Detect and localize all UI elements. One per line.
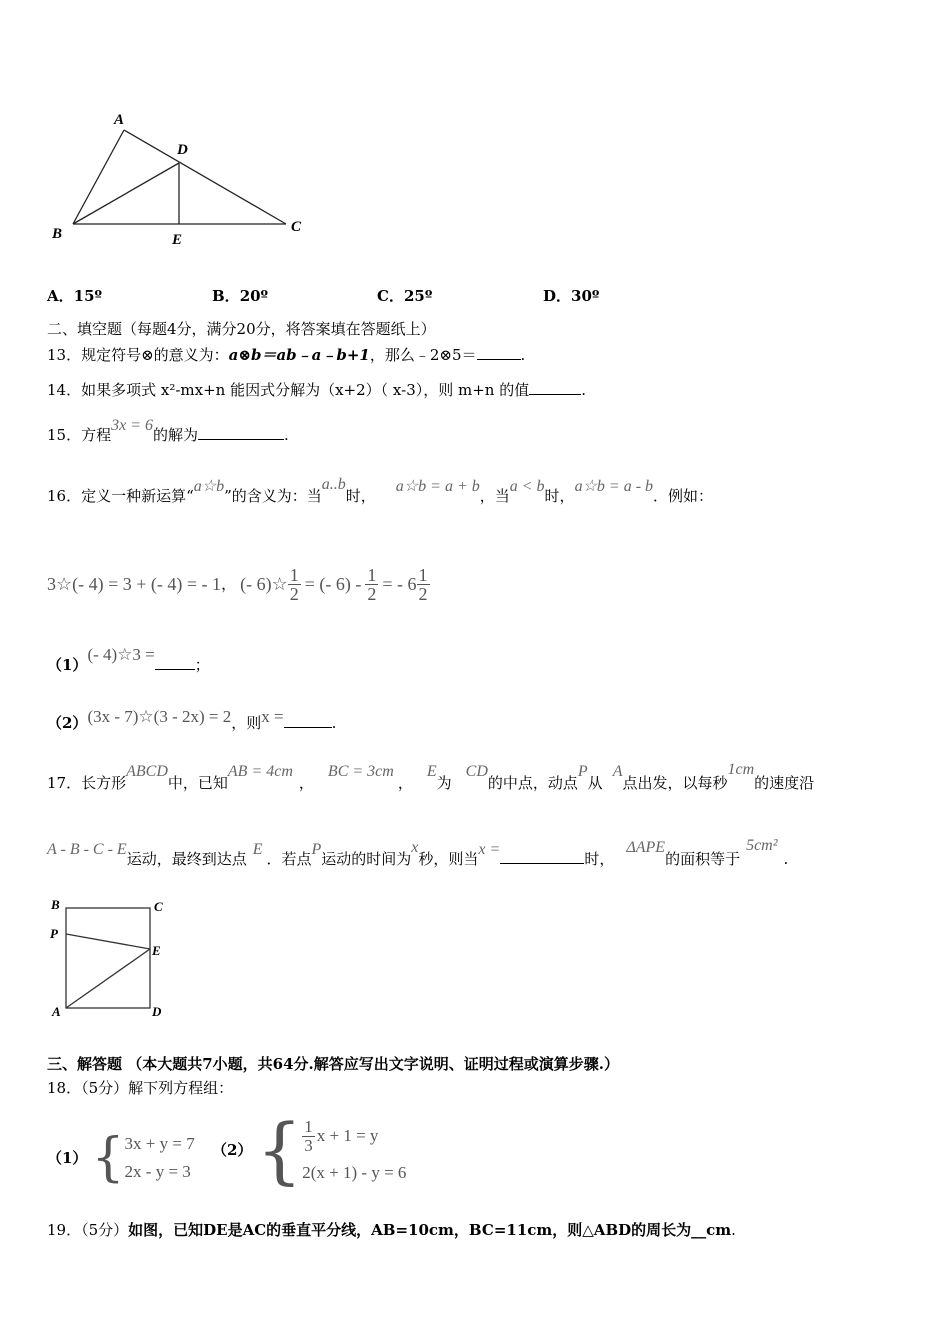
option-a: A．15º bbox=[47, 287, 103, 305]
label-a: A bbox=[52, 1004, 61, 1019]
fraction-third: $\frac{1}{3}$ bbox=[304, 1116, 313, 1155]
section3-heading: 三、解答题 （本大题共7小题，共64分.解答应写出文字说明、证明过程或演算步骤.） bbox=[47, 1055, 619, 1073]
rectangle-figure bbox=[44, 894, 184, 1024]
label-c: C bbox=[291, 219, 302, 235]
label-e: E bbox=[152, 943, 161, 958]
question-16: 16．定义一种新运算“a☆b”的含义为：当a..b时，a☆b = a + b，当a < b时，a☆b = a - b．例如： bbox=[47, 476, 714, 505]
option-c: C．25º bbox=[377, 287, 433, 305]
fraction-half: $\frac{1}{2}$ bbox=[367, 564, 377, 604]
question-18: 18．（5分）解下列方程组： bbox=[47, 1079, 234, 1097]
label-p: P bbox=[50, 926, 58, 941]
label-c: C bbox=[154, 899, 163, 914]
segment-ae bbox=[66, 949, 150, 1008]
label-a: A bbox=[114, 112, 125, 128]
segment-ac bbox=[124, 130, 286, 224]
label-e: E bbox=[172, 232, 183, 248]
q16-examples: 3☆(- 4) = 3 + (- 4) = - 1 ， (- 6)☆ $\frac{1}{2}$ = (- 6) - $\frac{1}{2}$ = - 6 $\frac{1}{2}$ bbox=[47, 564, 428, 604]
q16-part2: （2）(3x - 7)☆(3 - 2x) = 2，则x = . bbox=[47, 707, 337, 732]
label-b: B bbox=[51, 897, 60, 912]
label-d: D bbox=[152, 1004, 162, 1019]
option-b: B．20º bbox=[212, 287, 269, 305]
label-d: D bbox=[177, 142, 188, 158]
question-17-line1: 17．长方形ABCD中，已知AB = 4cm，BC = 3cm，E为CD的中点，动点P从A点出发，以每秒1cm的速度沿 bbox=[47, 761, 815, 792]
question-13: 13．规定符号⊗的意义为：a⊗b＝ab﹣a﹣b+1，那么﹣2⊗5＝ . bbox=[47, 346, 526, 364]
segment-pe bbox=[66, 934, 150, 949]
brace-icon: { bbox=[91, 1128, 125, 1188]
q18-part2: （2） { $\frac{1}{3}$ x + 1 = y 2(x + 1) - y = 6 bbox=[212, 1108, 407, 1192]
fraction-half: $\frac{1}{2}$ bbox=[418, 564, 428, 604]
section2-heading: 二、填空题（每题4分，满分20分，将答案填在答题纸上） bbox=[47, 320, 436, 338]
question-15: 15．方程3x = 6的解为 . bbox=[47, 417, 289, 444]
q16-part1: （1）(- 4)☆3 =； bbox=[47, 645, 210, 674]
brace-icon: { bbox=[256, 1108, 303, 1192]
q18-part1: （1） { 3x + y = 7 2x - y = 3 bbox=[47, 1128, 195, 1188]
question-17-line2: A - B - C - E运动，最终到达点E．若点P运动的时间为x秒，则当x =时，ΔAPE的面积等于5cm². bbox=[47, 837, 789, 868]
label-b: B bbox=[52, 226, 63, 242]
triangle-figure bbox=[40, 100, 320, 260]
option-d: D．30º bbox=[543, 287, 600, 305]
fraction-half: $\frac{1}{2}$ bbox=[289, 564, 299, 604]
question-14: 14．如果多项式 x²-mx+n 能因式分解为（x+2）（ x-3），则 m+n 的值 . bbox=[47, 381, 587, 399]
question-19: 19．（5分）如图，已知DE是AC的垂直平分线，AB=10cm，BC=11cm，则△ABD的周长为__cm. bbox=[47, 1221, 736, 1239]
